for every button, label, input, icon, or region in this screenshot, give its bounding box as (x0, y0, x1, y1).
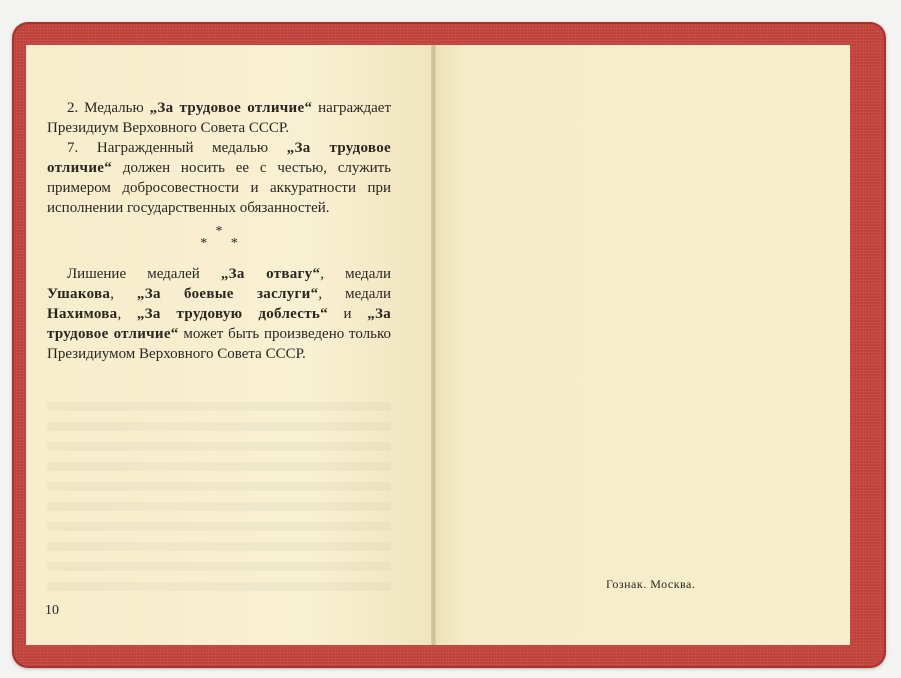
right-page (434, 45, 850, 645)
paragraph-2: 2. Медалью „За трудовое отличие“ награждает Президиум Верховного Совета СССР. (47, 100, 391, 136)
medal-name: „За трудовое отличие“ (149, 100, 313, 116)
asterism-divider: * * * (200, 224, 248, 251)
medal-name: „За трудовое отличие“ (47, 140, 391, 176)
bleed-through-text (47, 402, 391, 592)
paragraph-7: 7. Награжденный медалью „За трудовое отличие“ должен носить ее с честью, служить примером добросовестности и аккуратности при исполнении государственных обязанностей. (47, 140, 391, 216)
left-page-text (47, 98, 391, 364)
revocation-paragraph: Лишение медалей „За отвагу“, медали Ушакова, „За боевые заслуги“, медали Нахимова, „За трудовую доблесть“ и „За трудовое отличие“ может быть произведено только Президиумом Верховного Совета СССР. (47, 266, 392, 362)
page-gutter (431, 45, 436, 645)
printer-imprint: Гознак. Москва. (606, 577, 696, 591)
page-number: 10 (45, 603, 59, 618)
